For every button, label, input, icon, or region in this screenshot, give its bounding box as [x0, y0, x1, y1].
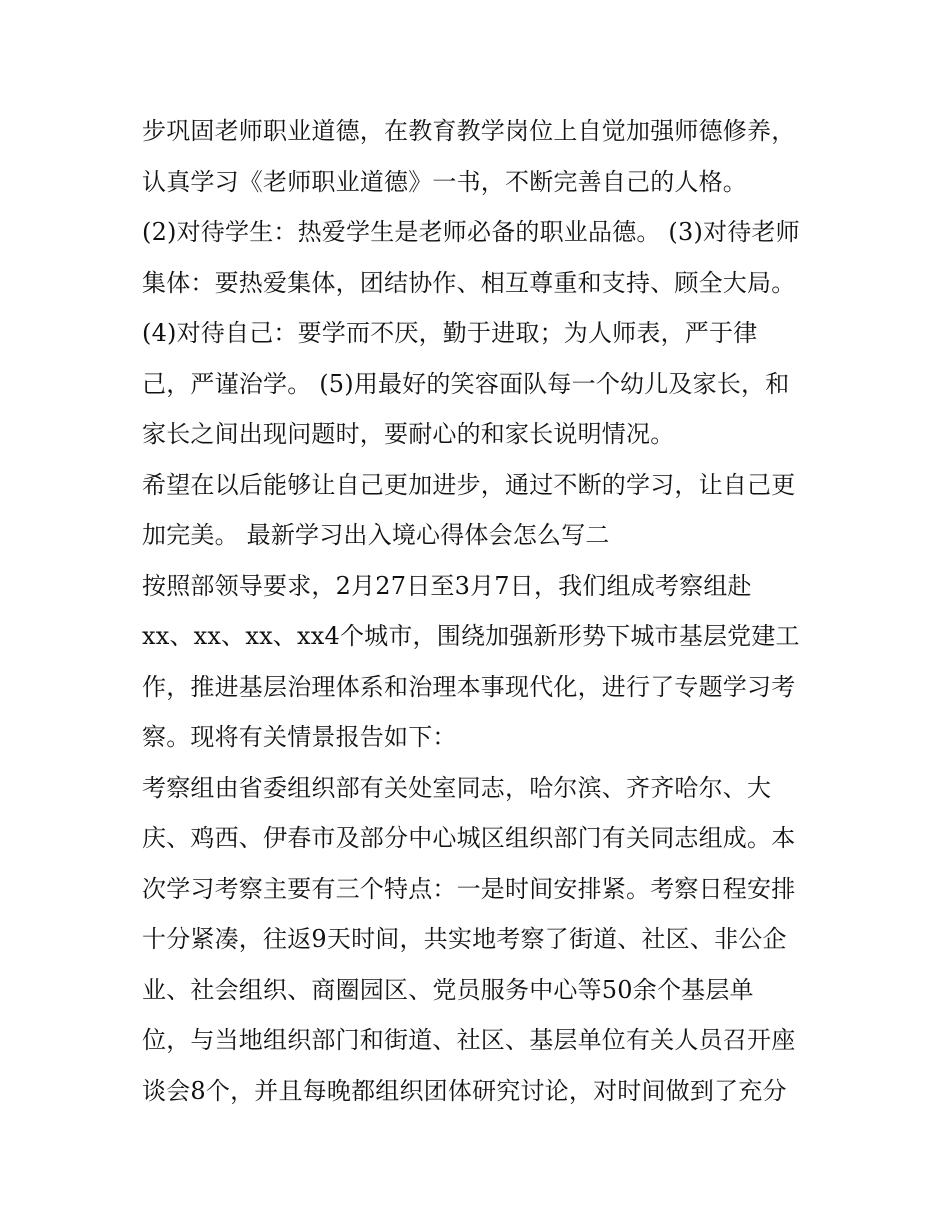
text-line: 考察组由省委组织部有关处室同志，哈尔滨、齐齐哈尔、大	[142, 773, 772, 802]
text-line: 谈会8个，并且每晚都组织团体研究讨论，对时间做到了充分	[142, 1076, 787, 1105]
text-line: 家长之间出现问题时，要耐心的和家长说明情况。	[142, 420, 675, 448]
text-line: (4)对待自己：要学而不厌，勤于进取；为人师表，严于律	[142, 319, 758, 347]
text-line: 步巩固老师职业道德，在教育教学岗位上自觉加强师德修养，	[142, 117, 796, 145]
text-line: xx、xx、xx、xx4个城市，围绕加强新形势下城市基层党建工	[142, 622, 800, 650]
text-line: 十分紧凑，往返9天时间，共实地考察了街道、社区、非公企	[142, 925, 787, 953]
text-line: 位，与当地组织部门和街道、社区、基层单位有关人员召开座	[142, 1026, 796, 1054]
text-line: 希望在以后能够让自己更加进步，通过不断的学习，让自己更	[142, 470, 796, 499]
text-line: 庆、鸡西、伊春市及部分中心城区组织部门有关同志组成。本	[142, 824, 796, 852]
text-line: 次学习考察主要有三个特点：一是时间安排紧。考察日程安排	[142, 874, 796, 903]
text-line: 认真学习《老师职业道德》一书，不断完善自己的人格。	[142, 167, 747, 196]
text-line: (2)对待学生：热爱学生是老师必备的职业品德。 (3)对待老师	[142, 218, 800, 246]
text-line: 作，推进基层治理体系和治理本事现代化，进行了专题学习考	[142, 672, 796, 701]
text-line: 集体：要热爱集体，团结协作、相互尊重和支持、顾全大局。	[142, 268, 796, 297]
text-line: 加完美。 最新学习出入境心得体会怎么写二	[142, 521, 610, 549]
document-body	[142, 106, 822, 1116]
text-line: 按照部领导要求，2月27日至3月7日，我们组成考察组赴	[142, 571, 752, 600]
text-line: 业、社会组织、商圈园区、党员服务中心等50余个基层单	[142, 975, 754, 1004]
text-line: 己，严谨治学。 (5)用最好的笑容面队每一个幼儿及家长，和	[142, 369, 790, 398]
text-line: 察。现将有关情景报告如下：	[142, 723, 457, 751]
